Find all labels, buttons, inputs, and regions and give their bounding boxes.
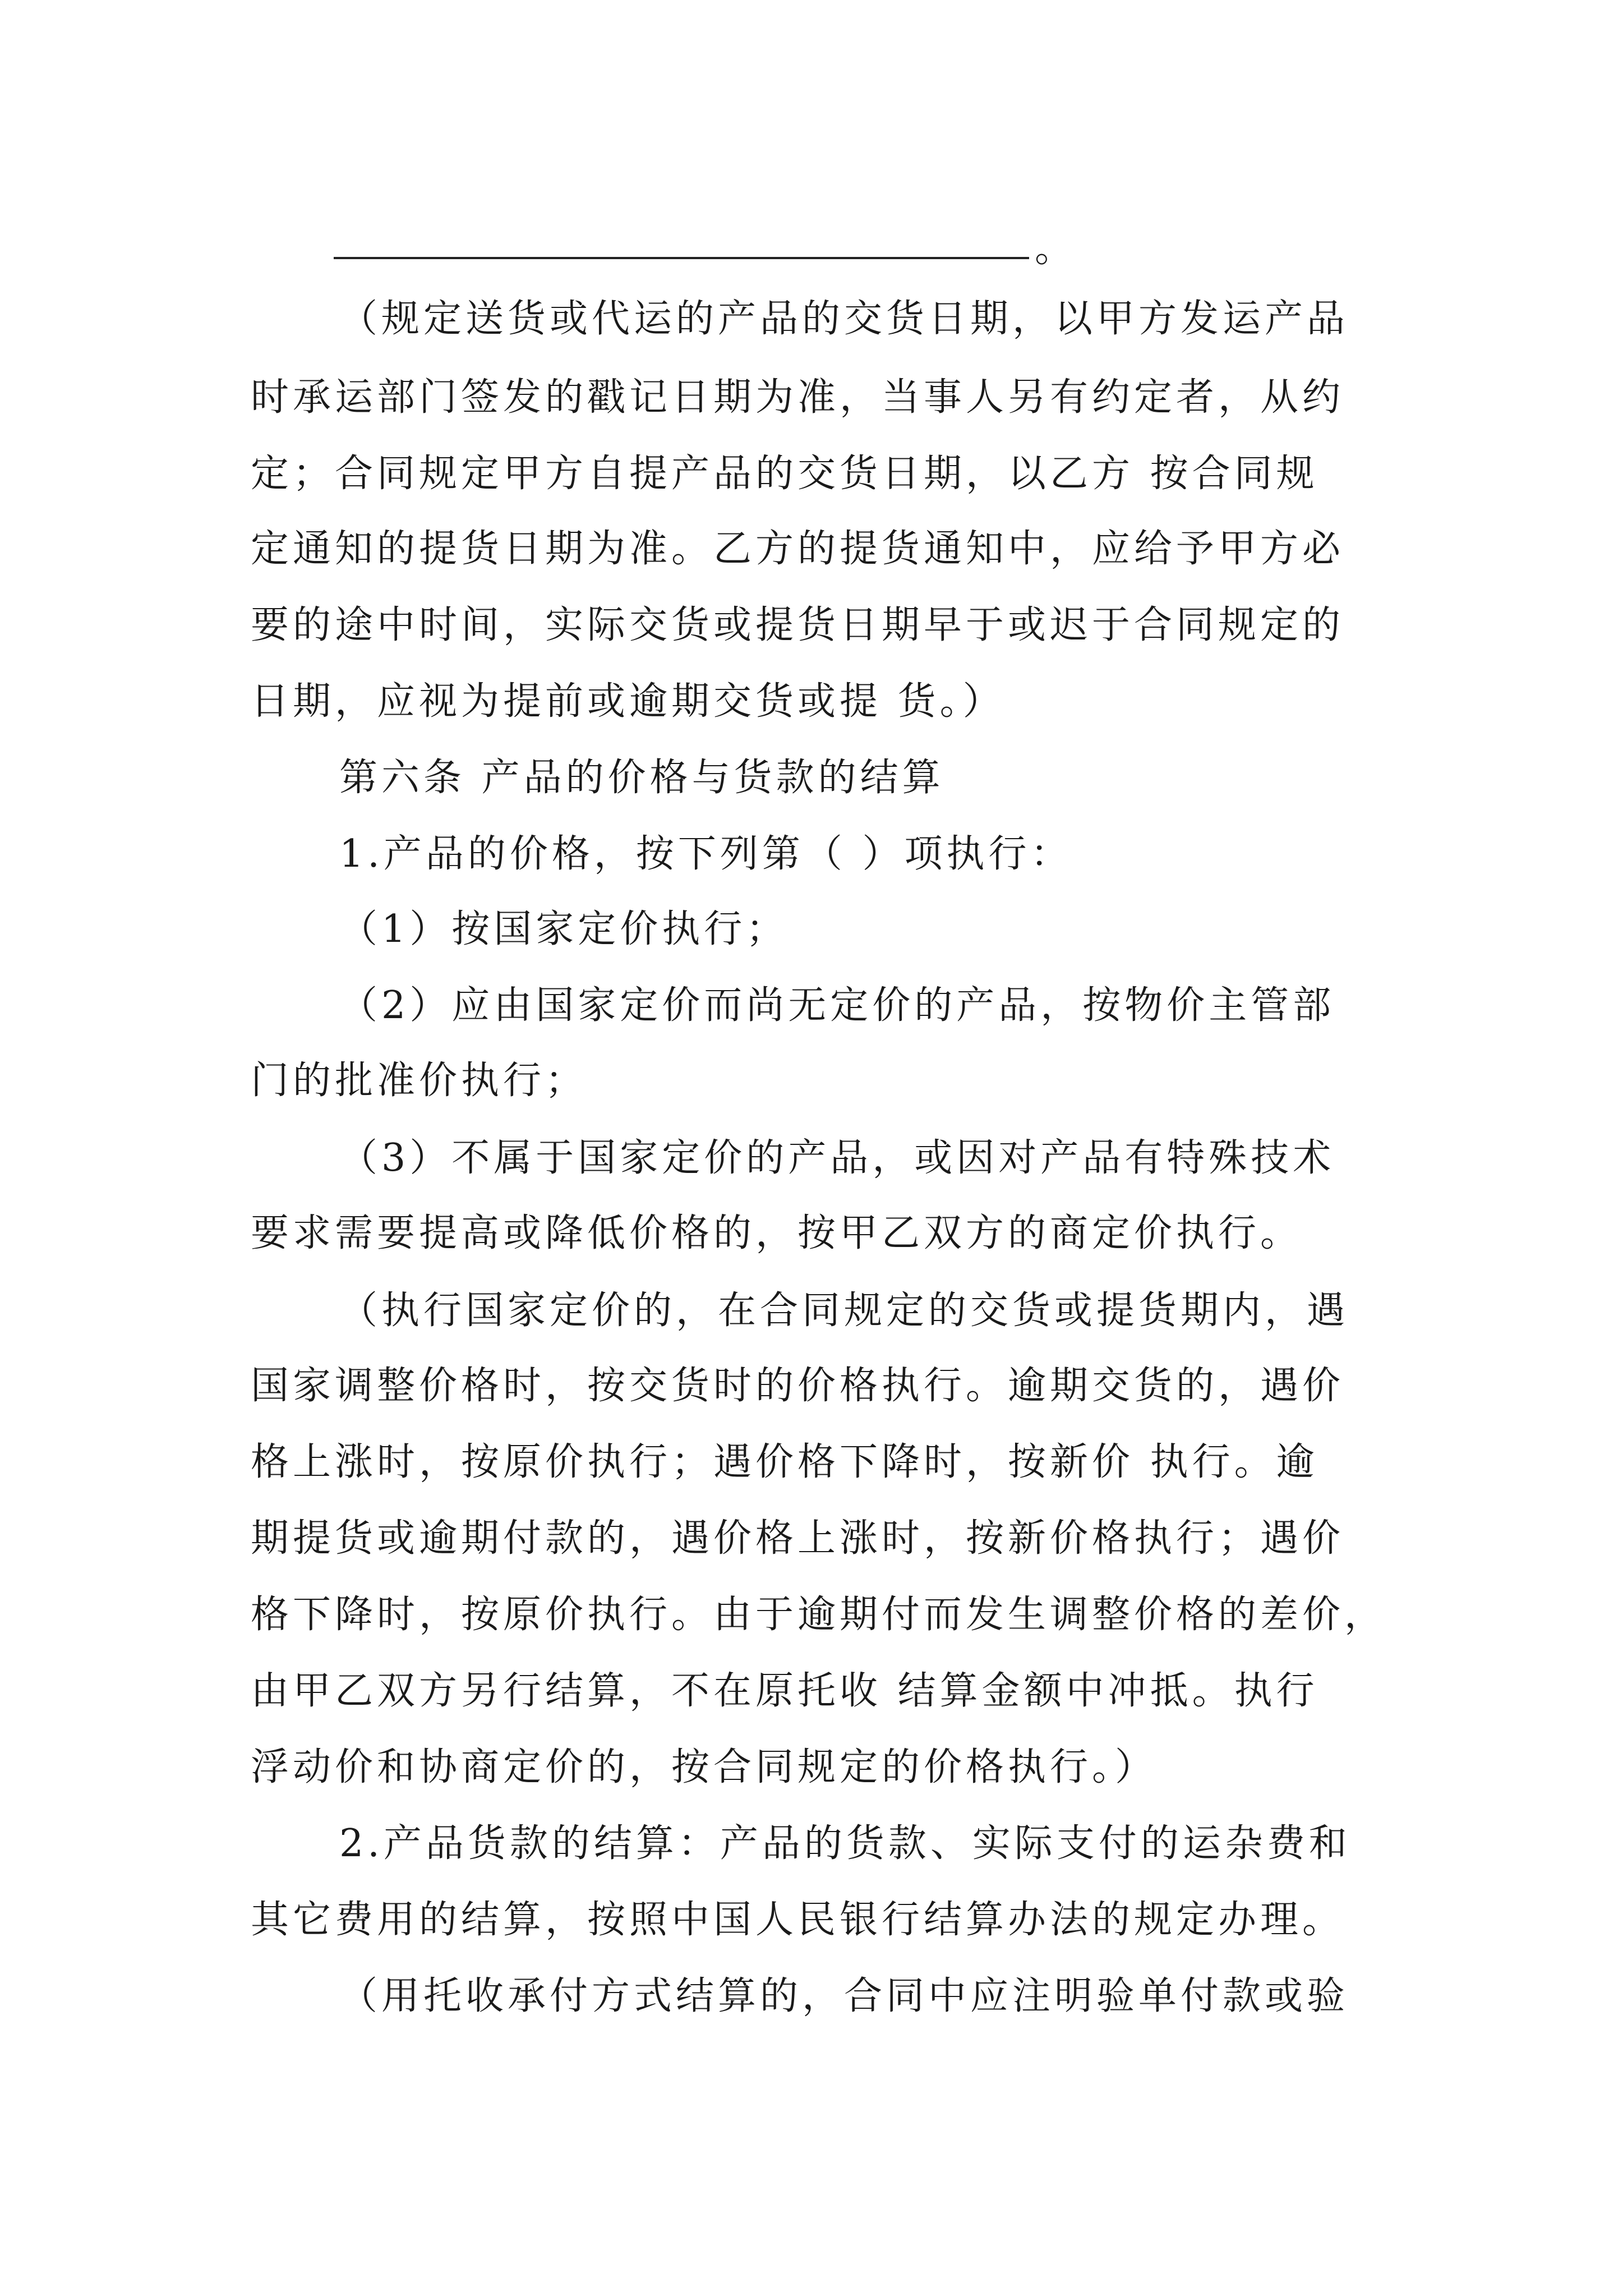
paragraph-line: 其它费用的结算，按照中国人民银行结算办法的规定办理。 <box>251 1898 1345 1942</box>
section-heading: 第六条 产品的价格与货款的结算 <box>339 756 944 800</box>
paragraph-line: 日期，应视为提前或逾期交货或提 货。） <box>251 679 1005 724</box>
clause-heading: 2.产品货款的结算：产品的货款、实际支付的运杂费和 <box>339 1821 1351 1866</box>
paragraph-line: 格下降时，按原价执行。由于逾期付而发生调整价格的差价， <box>251 1593 1387 1637</box>
paragraph-line: 要的途中时间，实际交货或提货日期早于或迟于合同规定的 <box>251 603 1345 647</box>
clause-heading: 1.产品的价格，按下列第（ ）项执行： <box>339 832 1073 876</box>
paragraph-line: 浮动价和协商定价的，按合同规定的价格执行。） <box>251 1745 1158 1789</box>
list-item: （2）应由国家定价而尚无定价的产品，按物价主管部 <box>339 983 1335 1028</box>
paragraph-line: 时承运部门签发的戳记日期为准，当事人另有约定者，从约 <box>251 375 1345 420</box>
list-item-continuation: 门的批准价执行； <box>251 1059 588 1103</box>
paragraph-line: 期提货或逾期付款的，遇价格上涨时，按新价格执行；遇价 <box>251 1516 1345 1561</box>
fill-in-blank-line <box>334 257 1029 259</box>
paragraph-line: 国家调整价格时，按交货时的价格执行。逾期交货的，遇价 <box>251 1364 1345 1408</box>
paragraph-line: （用托收承付方式结算的，合同中应注明验单付款或验 <box>339 1974 1349 2018</box>
list-item-continuation: 要求需要提高或降低价格的，按甲乙双方的商定价执行。 <box>251 1211 1303 1255</box>
list-item: （1）按国家定价执行； <box>339 907 789 951</box>
paragraph-line: （执行国家定价的，在合同规定的交货或提货期内，遇 <box>339 1289 1349 1333</box>
blank-terminal-punctuation: 。 <box>1035 227 1073 271</box>
paragraph-line: 定；合同规定甲方自提产品的交货日期，以乙方 按合同规 <box>251 452 1318 496</box>
paragraph-line: 定通知的提货日期为准。乙方的提货通知中，应给予甲方必 <box>251 527 1345 571</box>
paragraph-line: 格上涨时，按原价执行；遇价格下降时，按新价 执行。逾 <box>251 1440 1318 1484</box>
list-item: （3）不属于国家定价的产品，或因对产品有特殊技术 <box>339 1136 1335 1180</box>
paragraph-line: （规定送货或代运的产品的交货日期，以甲方发运产品 <box>339 297 1349 341</box>
paragraph-line: 由甲乙双方另行结算，不在原托收 结算金额中冲抵。执行 <box>251 1669 1318 1713</box>
